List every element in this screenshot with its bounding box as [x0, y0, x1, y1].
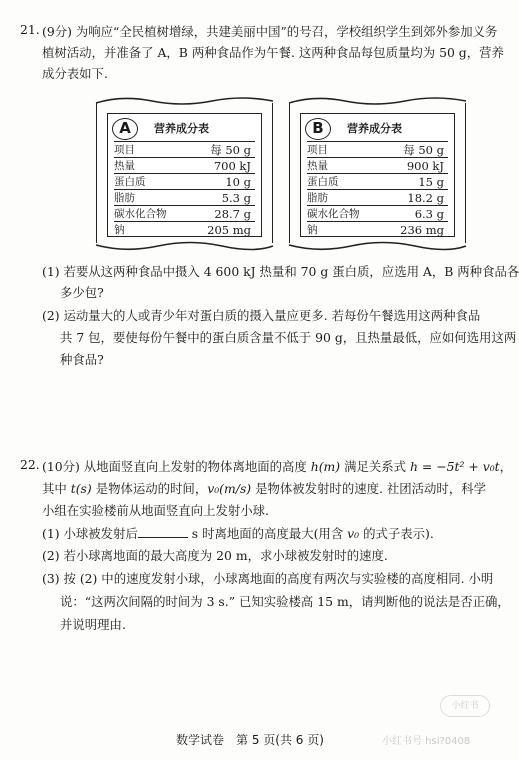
q22-sub1: [42, 526, 486, 542]
nutrition-row: [114, 173, 255, 189]
nutrition-card-b: [285, 95, 470, 253]
card-b-rows: [307, 141, 448, 237]
q22-line-1-text-a: (10分) 从地面竖直向上发射的物体离地面的高度: [42, 459, 311, 474]
q22-var-t: t(s): [70, 481, 92, 496]
nutrition-row: [307, 157, 448, 173]
nutrition-label: 项目: [307, 144, 328, 156]
nutrition-value: 每 50 g: [403, 143, 444, 157]
q22-sub1-text-b: s 时离地面的高度最大(用含: [187, 526, 348, 541]
question-22-number: 22.: [20, 457, 40, 472]
q22-line-1-text-c: 满足关系式: [340, 459, 410, 474]
page-footer: 数学试卷 第 5 页(共 6 页): [176, 733, 324, 747]
card-b-title: 营养成分表: [347, 122, 402, 135]
nutrition-label: 项目: [114, 144, 135, 156]
nutrition-card-a: [92, 95, 277, 253]
card-a-table-frame: [107, 113, 262, 237]
nutrition-label: 蛋白质: [307, 176, 339, 188]
card-a-title: 营养成分表: [154, 122, 209, 135]
nutrition-label: 碳水化合物: [114, 208, 167, 220]
nutrition-label: 热量: [114, 160, 135, 172]
nutrition-row: [307, 221, 448, 237]
nutrition-label: 脂肪: [307, 192, 328, 204]
q22-line-2-text-a: 其中: [42, 481, 71, 496]
q22-line-2: [42, 481, 486, 497]
nutrition-row: [307, 173, 448, 189]
nutrition-value: 15 g: [418, 175, 444, 189]
q22-sub3-line-3: 并说明理由.: [60, 617, 126, 632]
q22-sub1-text-a: (1) 小球被发射后: [42, 526, 138, 541]
watermark-logo: 小红书: [440, 695, 490, 717]
q22-line-1: [42, 459, 513, 475]
nutrition-label: 脂肪: [114, 192, 135, 204]
q21-line-1: (9分) 为响应“全民植树增绿，共建美丽中国”的号召，学校组织学生到郊外参加义务: [42, 24, 498, 39]
question-21-number: 21.: [20, 22, 40, 37]
q21-sub1-line-1: (1) 若要从这两种食品中摄入 4 600 kJ 热量和 70 g 蛋白质，应选用 A，B 两种食品各: [42, 264, 519, 279]
nutrition-value: 18.2 g: [407, 191, 444, 205]
q22-sub2: (2) 若小球离地面的最大高度为 20 m，求小球被发射时的速度.: [42, 548, 388, 563]
q21-sub2-line-1: (2) 运动量大的人或青少年对蛋白质的摄入量应更多. 若每份午餐选用这两种食品: [42, 308, 481, 323]
nutrition-label: 蛋白质: [114, 176, 146, 188]
card-b-bottom-wave: [285, 241, 470, 253]
card-b-body: [289, 103, 466, 243]
nutrition-value: 每 50 g: [210, 143, 251, 157]
q22-sub1-var-v0: v₀: [347, 526, 360, 541]
nutrition-value: 5.3 g: [221, 191, 251, 205]
q22-var-v0: v₀(m/s): [207, 481, 252, 496]
card-a-rows: [114, 141, 255, 237]
card-b-badge: B: [305, 118, 331, 140]
nutrition-row: [114, 157, 255, 173]
nutrition-row: [114, 141, 255, 157]
nutrition-row: [307, 189, 448, 205]
q21-sub2-line-3: 种食品?: [60, 352, 104, 367]
card-b-table-frame: [300, 113, 455, 237]
nutrition-row: [307, 205, 448, 221]
nutrition-value: 900 kJ: [406, 159, 444, 173]
card-a-bottom-wave: [92, 241, 277, 253]
nutrition-value: 205 mg: [207, 223, 251, 237]
q22-formula: h = −5t² + v₀t: [409, 459, 500, 474]
q22-sub3-line-2: 说：“这两次间隔的时间为 3 s.” 已知实验楼高 15 m，请判断他的说法是否正确，: [60, 594, 510, 609]
nutrition-label: 钠: [114, 224, 125, 236]
q21-line-3: 成分表如下.: [42, 66, 108, 81]
q21-sub2-line-2: 共 7 包，要使每份午餐中的蛋白质含量不低于 90 g，且热量最低，应如何选用这两: [60, 330, 517, 345]
nutrition-value: 10 g: [225, 175, 251, 189]
q22-line-2-text-c: 是物体运动的时间，: [91, 481, 208, 496]
card-a-badge: A: [112, 118, 138, 140]
nutrition-value: 700 kJ: [213, 159, 251, 173]
q22-line-2-text-e: 是物体被发射时的速度. 社团活动时，科学: [251, 481, 486, 496]
nutrition-row: [114, 205, 255, 221]
nutrition-value: 236 mg: [400, 223, 444, 237]
q21-sub1-line-2: 多少包?: [60, 285, 104, 300]
q22-sub1-text-d: 的式子表示).: [359, 526, 434, 541]
watermark-text: 小红书号 hsl?0408: [382, 736, 471, 747]
q22-line-1-text-e: ，: [499, 459, 513, 474]
nutrition-label: 热量: [307, 160, 328, 172]
nutrition-row: [307, 141, 448, 157]
q21-line-2: 植树活动，并准备了 A，B 两种食品作为午餐. 这两种食品每包质量均为 50 g，营养: [42, 45, 504, 60]
answer-blank[interactable]: [138, 526, 188, 538]
nutrition-row: [114, 189, 255, 205]
card-a-body: [96, 103, 273, 243]
nutrition-label: 钠: [307, 224, 318, 236]
nutrition-row: [114, 221, 255, 237]
nutrition-value: 6.3 g: [414, 207, 444, 221]
nutrition-value: 28.7 g: [214, 207, 251, 221]
q22-sub3-line-1: (3) 按 (2) 中的速度发射小球，小球离地面的高度有两次与实验楼的高度相同. 小明: [42, 571, 494, 586]
q22-line-1-var-h: h(m): [310, 459, 341, 474]
nutrition-label: 碳水化合物: [307, 208, 360, 220]
q22-line-3: 小组在实验楼前从地面竖直向上发射小球.: [42, 503, 269, 518]
